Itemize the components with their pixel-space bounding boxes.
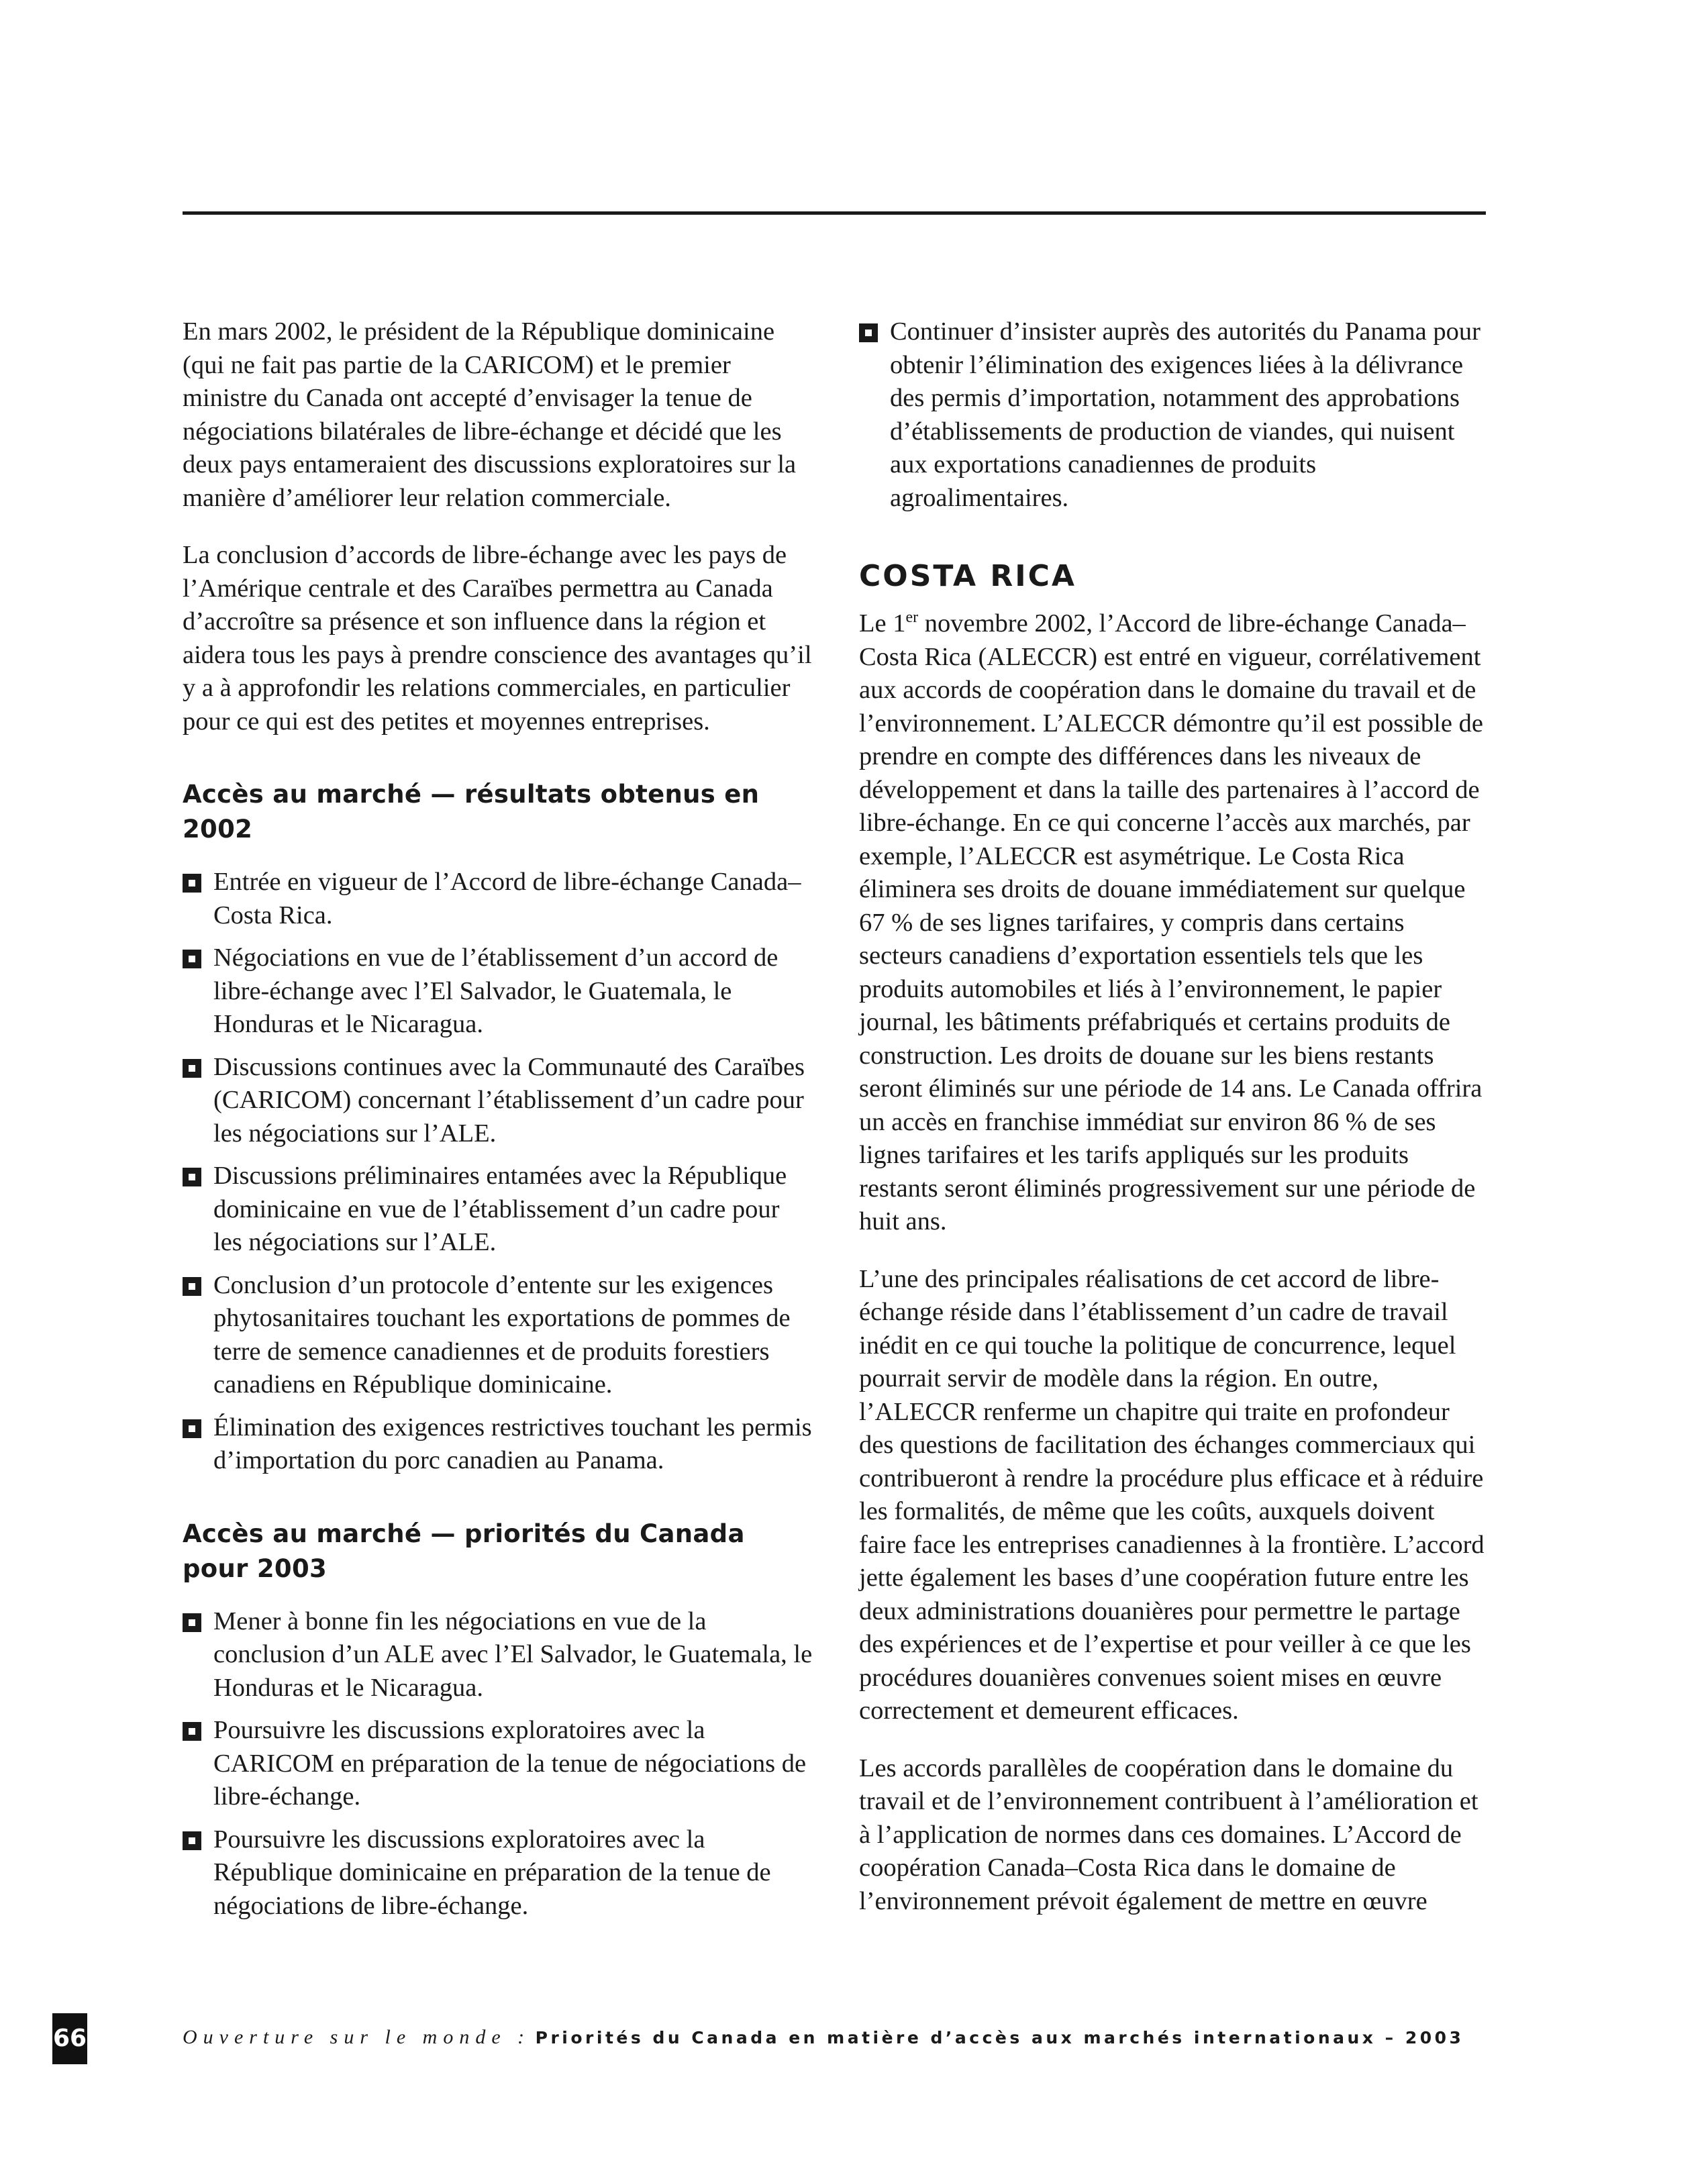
running-title-italic: Ouverture sur le monde : [183,2026,531,2048]
list-item-text: Poursuivre les discussions exploratoires avec la CARICOM en préparation de la tenue de négociations de libre-échange. [213,1716,807,1811]
square-bullet-icon [183,1168,201,1186]
paragraph-text: Le 1 [859,609,906,638]
square-bullet-icon [183,1277,201,1296]
square-bullet-icon [183,874,201,893]
list-item [859,315,1486,515]
square-bullet-icon [183,1831,201,1850]
costa-rica-paragraph-1 [859,607,1486,1239]
list-item-text: Discussions préliminaires entamées avec la République dominicaine en vue de l’établissement d’un cadre pour les négociations sur l’ALE. [213,1162,787,1256]
square-bullet-icon [183,950,201,968]
list-item-text: Conclusion d’un protocole d’entente sur les exigences phytosanitaires touchant les exportations de pommes de terre de semence canadiennes et de produits forestiers canadiens en République dominicaine. [213,1270,791,1399]
list-item [183,1605,813,1705]
right-column [859,315,1486,1942]
results-heading: Accès au marché — résultats obtenus en 2002 [183,780,760,844]
left-column [183,315,813,1932]
list-item [183,1714,813,1814]
costa-rica-paragraph-2: L’une des principales réalisations de cet accord de libre-échange réside dans l’établissement d’un cadre de travail inédit en ce qui touche la politique de concurrence, lequel pourrait servir de modèle dans la région. En outre, l’ALECCR renferme un chapitre qui traite en profondeur des questions de facilitation des échanges commerciaux qui contribueront à rendre la procédure plus efficace et à réduire les formalités, de même que les coûts, auxquels doivent faire face les entreprises canadiennes à la frontière. L’accord jette également les bases d’une coopération future entre les deux administrations douanières pour permettre le partage des expériences et de l’expertise et pour veiller à ce que les procédures douanières convenues soient mises en œuvre correctement et demeurent efficaces. [859,1264,1485,1725]
list-item-text: Entrée en vigueur de l’Accord de libre-échange Canada–Costa Rica. [213,868,801,929]
priorities-list-continued [859,315,1486,515]
country-heading: COSTA RICA [859,559,1076,593]
list-item [183,1823,813,1923]
square-bullet-icon [859,323,878,342]
list-item-text: Poursuivre les discussions exploratoires avec la République dominicaine en préparation de la tenue de négociations de libre-échange. [213,1825,771,1920]
priorities-list [183,1605,813,1923]
running-title-rest: Priorités du Canada en matière d’accès aux marchés internationaux – 2003 [535,2028,1464,2047]
paragraph-text: novembre 2002, l’Accord de libre-échange Canada–Costa Rica (ALECCR) est entré en vigueur, corrélativement aux accords de coopération dans le domaine du travail et de l’environnement. L’ALECCR démontre qu’il est possible de prendre en compte des différences dans les niveaux de développement et dans la taille des partenaires à l’accord de libre-échange. En ce qui concerne l’accès aux marchés, par exemple, l’ALECCR est asymétrique. Le Costa Rica éliminera ses droits de douane immédiatement sur quelque 67 % de ses lignes tarifaires, y compris dans certains secteurs canadiens d’exportation essentiels tels que les produits automobiles et liés à l’environnement, le papier journal, les bâtiments préfabriqués et certains produits de construction. Les droits de douane sur les biens restants seront éliminés sur une période de 14 ans. Le Canada offrira un accès en franchise immédiat sur environ 86 % de ses lignes tarifaires et les tarifs appliqués sur les produits restants seront éliminés progressivement sur une période de huit ans. [859,609,1483,1235]
square-bullet-icon [183,1059,201,1078]
results-list [183,866,813,1478]
intro-paragraph-1: En mars 2002, le président de la République dominicaine (qui ne fait pas partie de la CARICOM) et le premier ministre du Canada ont accepté d’envisager la tenue de négociations bilatérales de libre-échange et décidé que les deux pays entameraient des discussions exploratoires sur la manière d’améliorer leur relation commerciale. [183,317,797,512]
square-bullet-icon [183,1613,201,1632]
list-item [183,1411,813,1478]
list-item [183,1051,813,1151]
list-item-text: Négociations en vue de l’établissement d’un accord de libre-échange avec l’El Salvador, le Guatemala, le Honduras et le Nicaragua. [213,944,778,1038]
list-item [183,866,813,932]
costa-rica-paragraph-3: Les accords parallèles de coopération dans le domaine du travail et de l’environnement contribuent à l’amélioration et à l’application de normes dans ces domaines. L’Accord de coopération Canada–Costa Rica dans le domaine de l’environnement prévoit également de mettre en œuvre [859,1754,1478,1915]
list-item-text: Élimination des exigences restrictives touchant les permis d’importation du porc canadien au Panama. [213,1413,812,1474]
list-item-text: Continuer d’insister auprès des autorités du Panama pour obtenir l’élimination des exigences liées à la délivrance des permis d’importation, notamment des approbations d’établissements de production de viandes, qui nuisent aux exportations canadiennes de produits agroalimentaires. [890,317,1480,512]
page-number: 66 [52,2013,87,2064]
intro-paragraph-2: La conclusion d’accords de libre-échange avec les pays de l’Amérique centrale et des Caraïbes permettra au Canada d’accroître sa présence et son influence dans la région et aidera tous les pays à prendre conscience des avantages qu’il y a à approfondir les relations commerciales, en particulier pour ce qui est des petites et moyennes entreprises. [183,541,812,736]
square-bullet-icon [183,1419,201,1438]
list-item [183,1160,813,1260]
top-rule [183,211,1486,215]
priorities-heading: Accès au marché — priorités du Canada pour 2003 [183,1519,745,1583]
list-item [183,1269,813,1402]
list-item [183,942,813,1042]
running-title [183,2017,1464,2058]
ordinal-superscript: er [905,609,919,627]
list-item-text: Discussions continues avec la Communauté des Caraïbes (CARICOM) concernant l’établissement d’un cadre pour les négociations sur l’ALE. [213,1052,805,1148]
page-footer [0,2013,1708,2067]
list-item-text: Mener à bonne fin les négociations en vue de la conclusion d’un ALE avec l’El Salvador, le Guatemala, le Honduras et le Nicaragua. [213,1607,813,1702]
square-bullet-icon [183,1722,201,1741]
